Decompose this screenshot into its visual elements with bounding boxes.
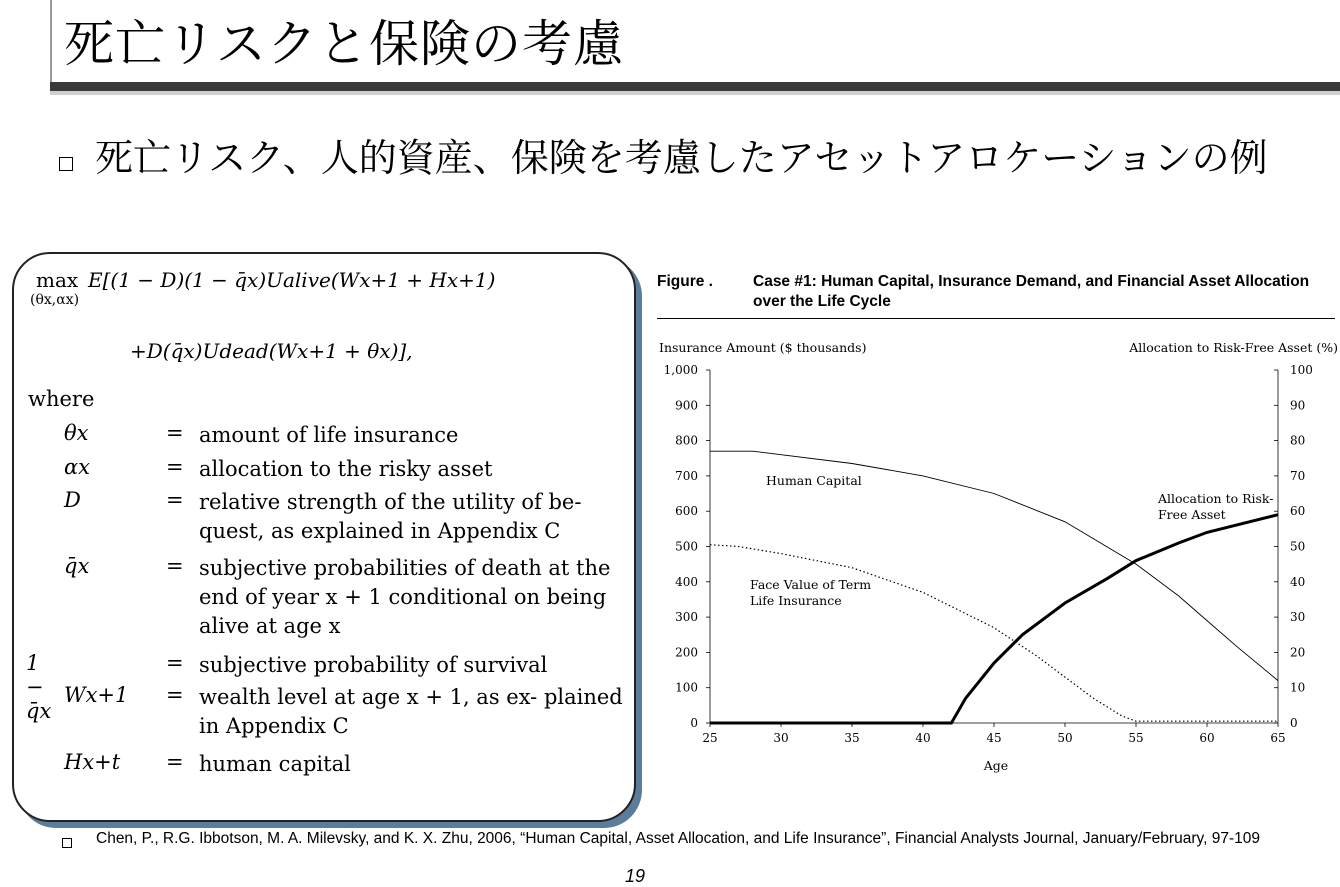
definition-text: wealth level at age x + 1, as ex- plained in Appendix C <box>199 685 623 738</box>
slide-title: 死亡リスクと保険の考慮 <box>64 15 624 73</box>
y-right-tick-label: 10 <box>1290 680 1306 695</box>
y-right-tick-label: 0 <box>1290 716 1298 730</box>
slide-heading: 死亡リスク、人的資産、保険を考慮したアセットアロケーションの例 <box>95 136 1268 180</box>
definition-symbol: Hx+t <box>64 750 121 774</box>
definition-text: subjective probabilities of death at the end of year x + 1 conditional on being alive at age x <box>199 556 611 638</box>
definition-equals: = <box>166 683 184 707</box>
y-left-tick-label: 200 <box>675 645 698 660</box>
definition-equals: = <box>166 750 184 774</box>
definition-text: human capital <box>199 752 351 776</box>
definition-equals: = <box>166 554 184 578</box>
definition-equals: = <box>166 651 184 675</box>
y-left-tick-label: 0 <box>690 716 698 730</box>
series-line-face-value-of-term-life-insurance <box>710 545 1278 722</box>
y-left-tick-label: 1,000 <box>663 363 698 377</box>
annotation-face-value: Life Insurance <box>750 593 842 608</box>
y-right-tick-label: 40 <box>1290 574 1306 589</box>
equation-box <box>12 252 636 822</box>
definition-symbol: D <box>64 488 81 512</box>
equation-max <box>36 268 78 292</box>
definition-symbol: q̄x <box>64 554 90 578</box>
x-tick-label: 30 <box>773 731 789 745</box>
y-right-axis-label: Allocation to Risk-Free Asset (%) <box>1129 340 1338 355</box>
x-tick-label: 45 <box>986 731 1002 745</box>
figure-label: Figure . <box>657 273 713 290</box>
x-tick-label: 65 <box>1270 731 1286 745</box>
y-right-tick-label: 100 <box>1290 363 1313 377</box>
y-right-tick-label: 80 <box>1290 433 1306 448</box>
equation-line-1: E[(1 − D)(1 − q̄x)Ualive(Wx+1 + Hx+1) <box>88 268 496 292</box>
where-label: where <box>28 387 95 411</box>
definition-text: amount of life insurance <box>199 423 459 447</box>
y-right-tick-label: 70 <box>1290 468 1306 483</box>
equation-line-2: +D(q̄x)Udead(Wx+1 + θx)], <box>130 339 413 363</box>
y-left-tick-label: 900 <box>675 398 698 413</box>
figure <box>655 270 1340 790</box>
citation-bullet-icon <box>62 838 72 848</box>
x-tick-label: 55 <box>1128 731 1144 745</box>
annotation-risk-free: Free Asset <box>1158 507 1226 522</box>
definition-symbol: Wx+1 <box>64 683 129 707</box>
title-area <box>0 0 1340 100</box>
annotation-face-value: Face Value of Term <box>750 577 872 592</box>
y-right-tick-label: 20 <box>1290 645 1306 660</box>
definition-text: subjective probability of survival <box>199 653 548 677</box>
y-right-tick-label: 90 <box>1290 398 1306 413</box>
page-number: 19 <box>625 866 646 886</box>
x-tick-label: 35 <box>844 731 860 745</box>
y-left-tick-label: 400 <box>675 574 698 589</box>
definition-equals: = <box>166 421 184 445</box>
x-tick-label: 60 <box>1199 731 1215 745</box>
max-label: max <box>36 268 79 292</box>
y-left-tick-label: 500 <box>675 539 698 554</box>
x-tick-label: 50 <box>1057 731 1073 745</box>
bullet-square-icon <box>59 157 73 171</box>
y-left-tick-label: 700 <box>675 468 698 483</box>
definition-symbol: θx <box>64 421 89 445</box>
definition-text: allocation to the risky asset <box>199 457 493 481</box>
definition-symbol: αx <box>64 455 91 479</box>
definition-symbol: 1 − q̄x <box>26 651 52 723</box>
y-right-tick-label: 60 <box>1290 504 1306 519</box>
title-underline-shadow <box>50 91 1340 95</box>
y-right-tick-label: 30 <box>1290 610 1306 625</box>
equation-max-subscript: (θx,αx) <box>30 292 80 308</box>
x-tick-label: 40 <box>915 731 931 745</box>
definition-text: relative strength of the utility of be- quest, as explained in Appendix C <box>199 490 582 543</box>
y-left-tick-label: 300 <box>675 610 698 625</box>
annotation-risk-free: Allocation to Risk- <box>1158 491 1274 506</box>
y-left-tick-label: 800 <box>675 433 698 448</box>
annotation-human-capital: Human Capital <box>766 473 862 488</box>
line-chart <box>655 270 1340 790</box>
y-left-tick-label: 600 <box>675 504 698 519</box>
title-underline <box>50 82 1340 91</box>
title-divider <box>50 0 52 82</box>
figure-caption: Case #1: Human Capital, Insurance Demand, and Financial Asset Allocation over the Life Cycle <box>753 273 1310 310</box>
definition-equals: = <box>166 455 184 479</box>
y-right-tick-label: 50 <box>1290 539 1306 554</box>
y-left-axis-label: Insurance Amount ($ thousands) <box>659 340 867 355</box>
x-tick-label: 25 <box>702 731 718 745</box>
series-line-allocation-to-risk-free-asset <box>710 515 1278 723</box>
y-left-tick-label: 100 <box>675 680 698 695</box>
definition-equals: = <box>166 488 184 512</box>
citation: Chen, P., R.G. Ibbotson, M. A. Milevsky, and K. X. Zhu, 2006, “Human Capital, Asset Allocation, and Life Insurance”, Financial Analysts Journal, January/February, 97-109 <box>96 830 1260 847</box>
x-axis-label: Age <box>983 758 1009 773</box>
